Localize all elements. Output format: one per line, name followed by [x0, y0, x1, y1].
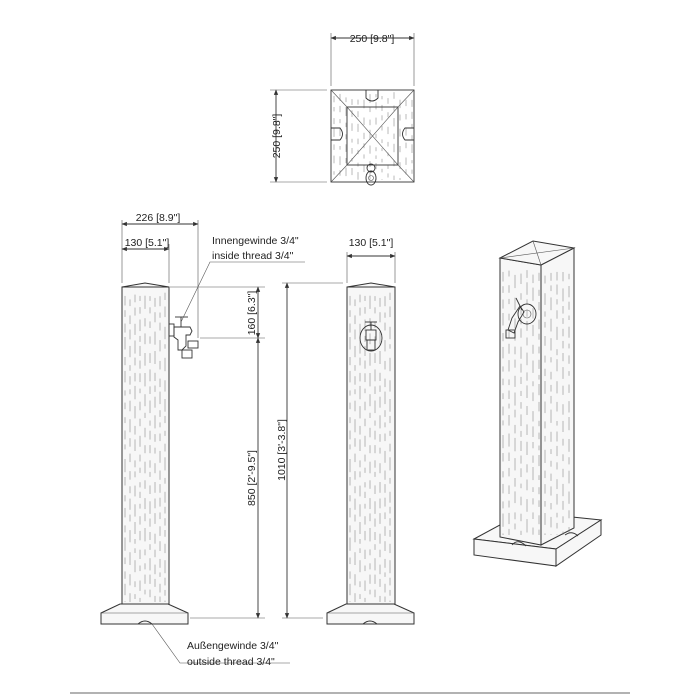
side-view-cap — [122, 283, 169, 287]
front-view — [276, 237, 414, 624]
side-overall-width-label: 226 [8.9"] — [135, 212, 181, 224]
front-view-post — [347, 287, 395, 604]
side-post-width-label: 130 [5.1"] — [124, 237, 170, 249]
side-view — [101, 212, 305, 668]
slot-right — [403, 128, 415, 140]
slot-left — [331, 128, 343, 140]
front-post-width-label: 130 [5.1"] — [348, 237, 394, 249]
iso-post-left — [500, 258, 541, 545]
outer-thread-de: Außengewinde 3/4" — [187, 640, 279, 652]
top-width-label: 250 [9.8"] — [349, 33, 395, 45]
top-depth-label: 250 [9.8"] — [271, 113, 283, 159]
side-view-post — [122, 287, 169, 604]
inner-thread-de: Innengewinde 3/4" — [212, 235, 299, 247]
inner-thread-en: inside thread 3/4" — [212, 250, 294, 262]
front-view-cap — [347, 283, 395, 287]
side-tap-height-label: 850 [2'-9.5"] — [246, 450, 258, 506]
side-tap-offset-label: 160 [6.3"] — [246, 290, 258, 336]
isometric-view — [474, 241, 601, 566]
top-view — [270, 33, 414, 185]
tap-side-icon — [169, 317, 198, 358]
outer-thread-en: outside thread 3/4" — [187, 656, 275, 668]
front-total-height-label: 1010 [3'-3.8"] — [276, 419, 288, 481]
